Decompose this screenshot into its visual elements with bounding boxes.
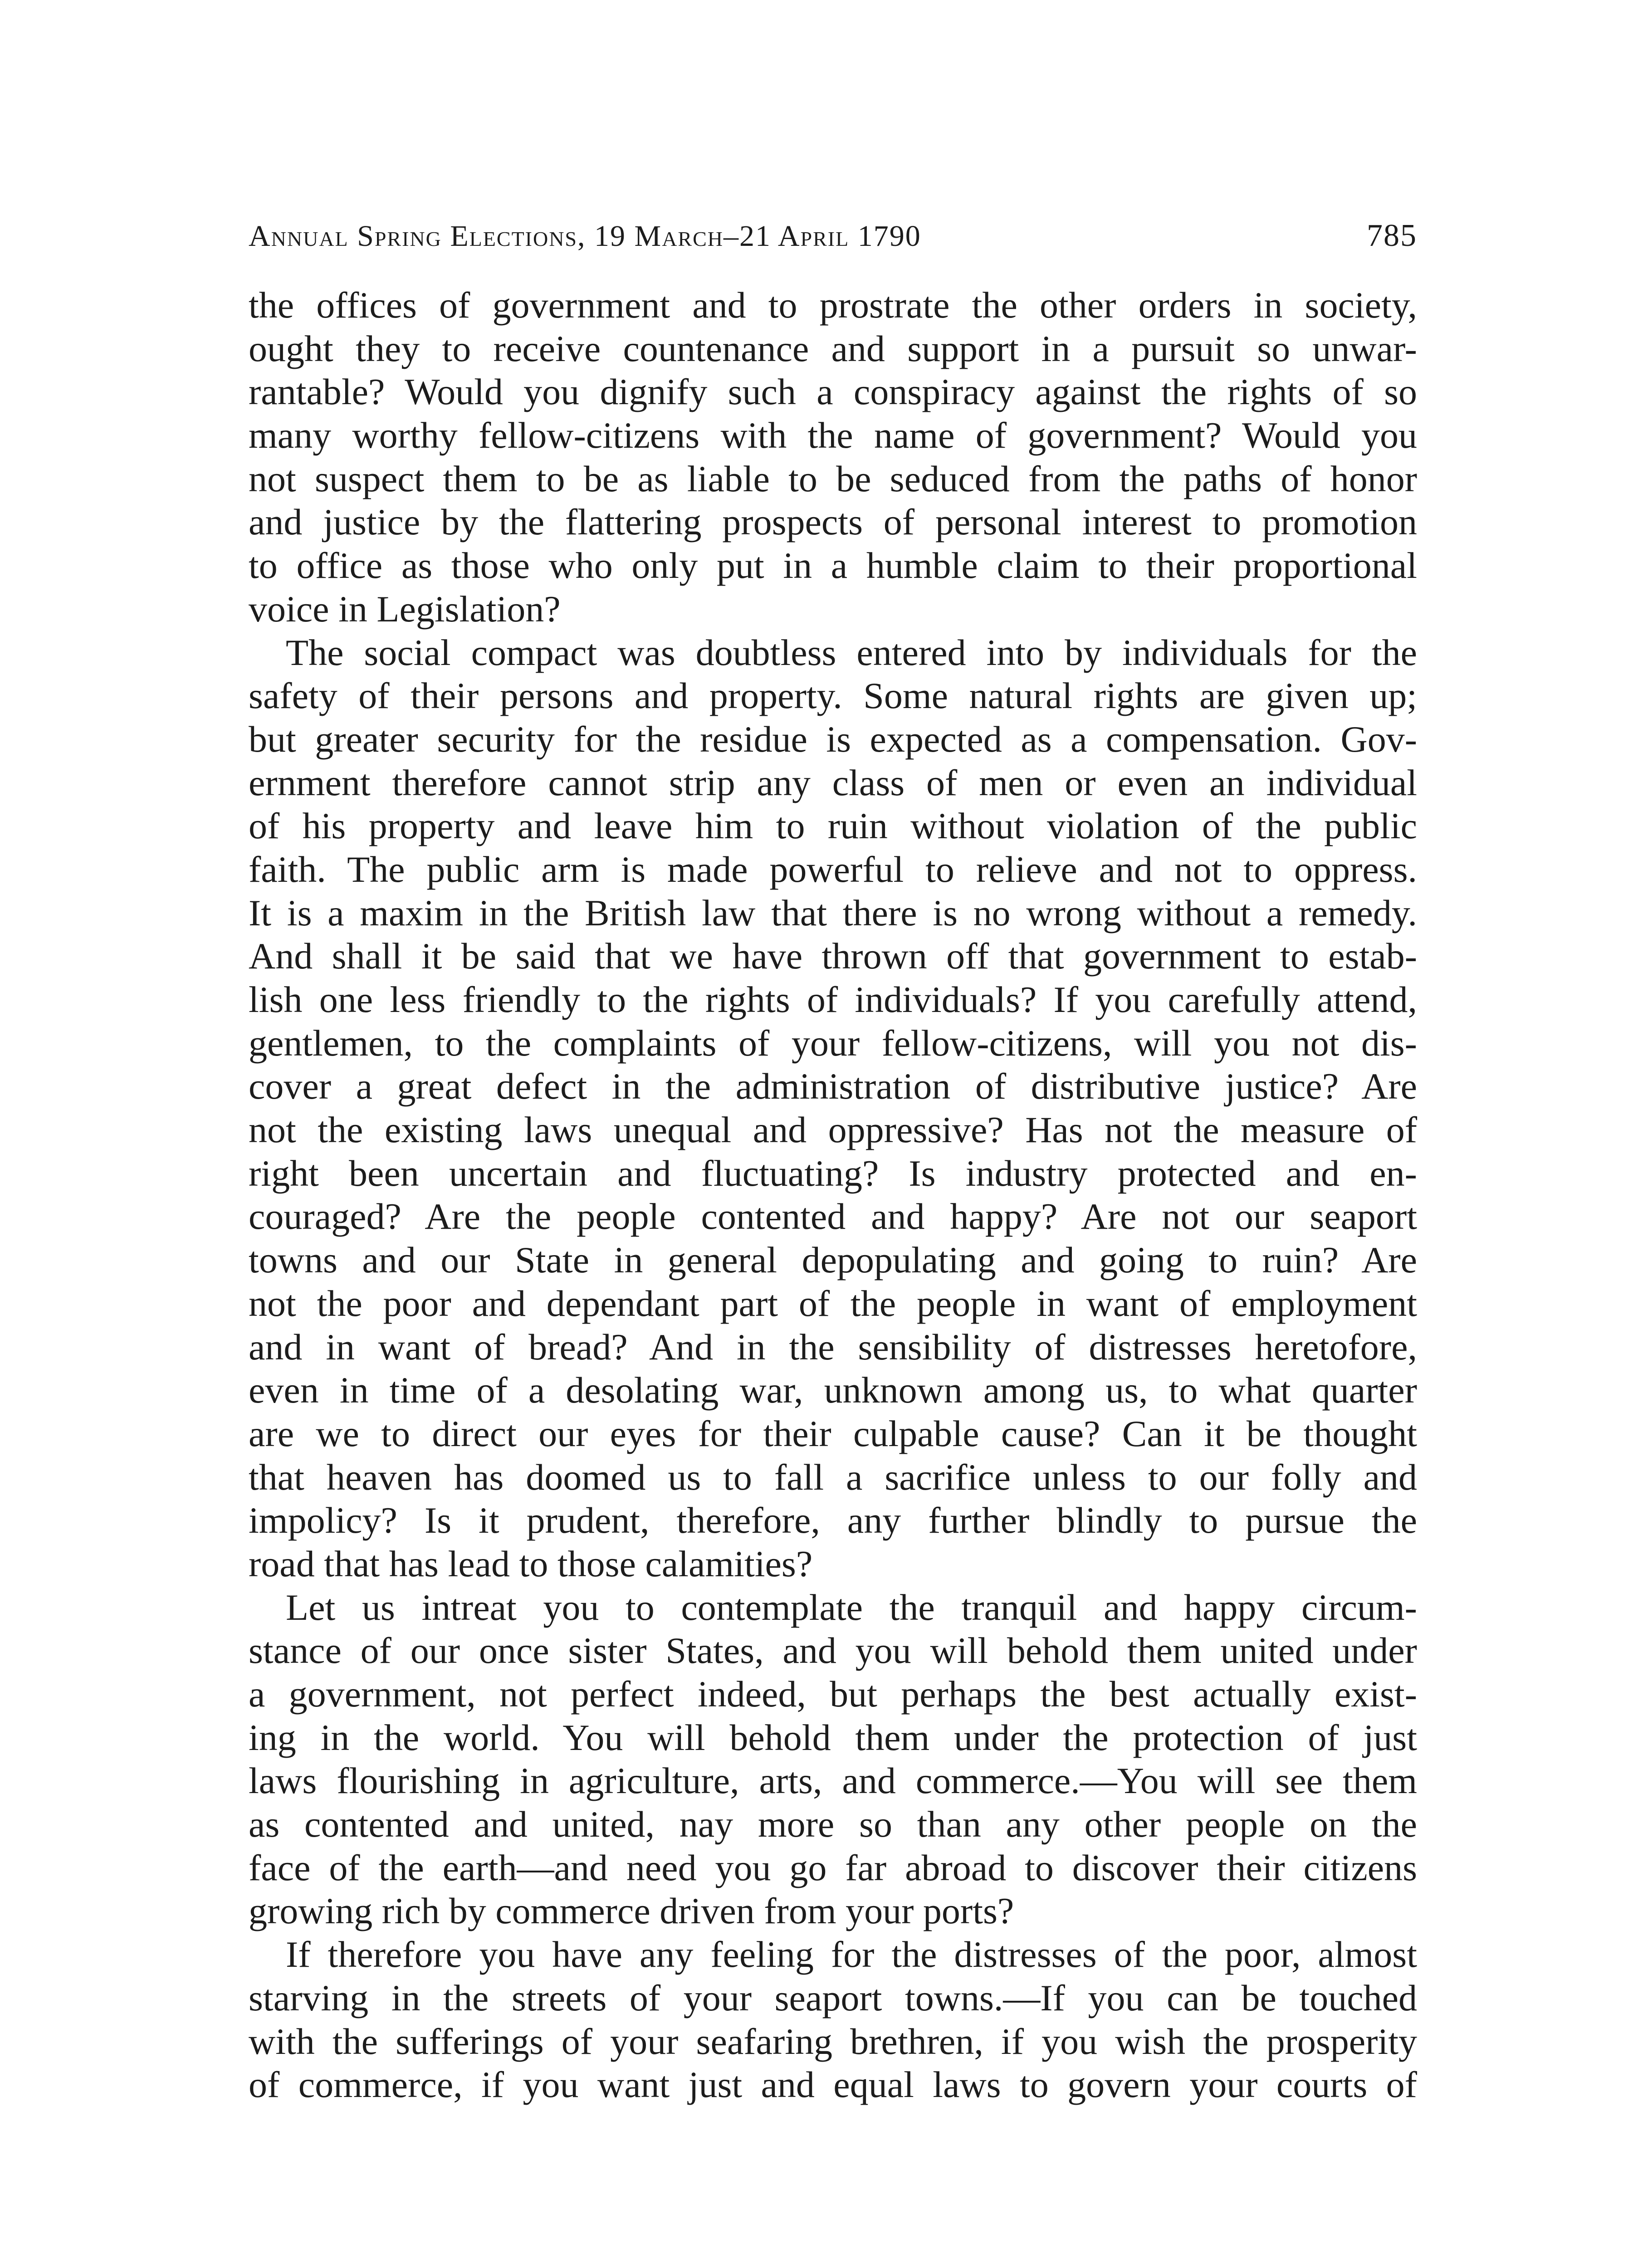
text-line: gentlemen, to the complaints of your fellow-citizens, will you not dis- [249, 1022, 1417, 1064]
text-line: lish one less friendly to the rights of individuals? If you carefully attend, [249, 979, 1417, 1020]
text-line: and in want of bread? And in the sensibility of distresses heretofore, [249, 1326, 1417, 1368]
text-line: a government, not perfect indeed, but perhaps the best actually exist- [249, 1673, 1417, 1715]
text-line: safety of their persons and property. Some natural rights are given up; [249, 675, 1417, 717]
text-line: rantable? Would you dignify such a conspiracy against the rights of so [249, 371, 1417, 413]
paragraph [249, 284, 1417, 631]
text-line: laws flourishing in agriculture, arts, and commerce.—You will see them [249, 1760, 1417, 1802]
text-line: to office as those who only put in a humble claim to their proportional [249, 545, 1417, 587]
paragraph [249, 631, 1417, 1586]
text-line: that heaven has doomed us to fall a sacrifice unless to our folly and [249, 1456, 1417, 1498]
text-line: road that has lead to those calamities? [249, 1543, 813, 1584]
running-head [249, 218, 1417, 254]
text-line: And shall it be said that we have thrown off that government to estab- [249, 935, 1417, 977]
text-line: starving in the streets of your seaport towns.—If you can be touched [249, 1977, 1417, 2019]
running-title: Annual Spring Elections, 19 March–21 April 1790 [249, 220, 921, 253]
text-line: are we to direct our eyes for their culpable cause? Can it be thought [249, 1413, 1417, 1454]
text-line: impolicy? Is it prudent, therefore, any further blindly to pursue the [249, 1500, 1417, 1541]
text-line: cover a great defect in the administration of distributive justice? Are [249, 1066, 1417, 1107]
text-line: many worthy fellow-citizens with the name of government? Would you [249, 415, 1417, 456]
text-line: the offices of government and to prostrate the other orders in society, [249, 284, 1417, 326]
text-line: It is a maxim in the British law that there is no wrong without a remedy. [249, 892, 1417, 934]
text-line: as contented and united, nay more so than any other people on the [249, 1804, 1417, 1845]
text-line: and justice by the flattering prospects of personal interest to promotion [249, 501, 1417, 543]
text-line: If therefore you have any feeling for the distresses of the poor, almost [286, 1934, 1417, 1975]
text-line: couraged? Are the people contented and happy? Are not our seaport [249, 1196, 1417, 1237]
text-line: of his property and leave him to ruin without violation of the public [249, 805, 1417, 847]
text-line: face of the earth—and need you go far abroad to discover their citizens [249, 1847, 1417, 1888]
text-line: growing rich by commerce driven from your ports? [249, 1890, 1014, 1932]
paragraph [249, 1586, 1417, 1933]
page-number: 785 [1367, 218, 1417, 253]
text-line: stance of our once sister States, and you will behold them united under [249, 1630, 1417, 1672]
text-line: faith. The public arm is made powerful to relieve and not to oppress. [249, 848, 1417, 890]
text-line: Let us intreat you to contemplate the tranquil and happy circum- [286, 1586, 1417, 1628]
text-line: of commerce, if you want just and equal laws to govern your courts of [249, 2064, 1417, 2106]
text-line: not suspect them to be as liable to be seduced from the paths of honor [249, 458, 1417, 499]
body-text [249, 284, 1417, 2107]
text-line: ing in the world. You will behold them under the protection of just [249, 1716, 1417, 1758]
text-line: with the sufferings of your seafaring brethren, if you wish the prosperity [249, 2020, 1417, 2062]
text-line: but greater security for the residue is expected as a compensation. Gov- [249, 718, 1417, 760]
text-line: towns and our State in general depopulating and going to ruin? Are [249, 1239, 1417, 1281]
text-line: not the existing laws unequal and oppressive? Has not the measure of [249, 1109, 1417, 1151]
text-line: even in time of a desolating war, unknown among us, to what quarter [249, 1369, 1417, 1411]
text-line: The social compact was doubtless entered into by individuals for the [286, 631, 1417, 673]
text-line: ought they to receive countenance and support in a pursuit so unwar- [249, 327, 1417, 369]
text-line: ernment therefore cannot strip any class of men or even an individual [249, 762, 1417, 803]
text-line: right been uncertain and fluctuating? Is industry protected and en- [249, 1152, 1417, 1194]
text-line: not the poor and dependant part of the people in want of employment [249, 1282, 1417, 1324]
document-page [249, 218, 1417, 2107]
text-line: voice in Legislation? [249, 588, 561, 630]
paragraph [249, 1933, 1417, 2107]
